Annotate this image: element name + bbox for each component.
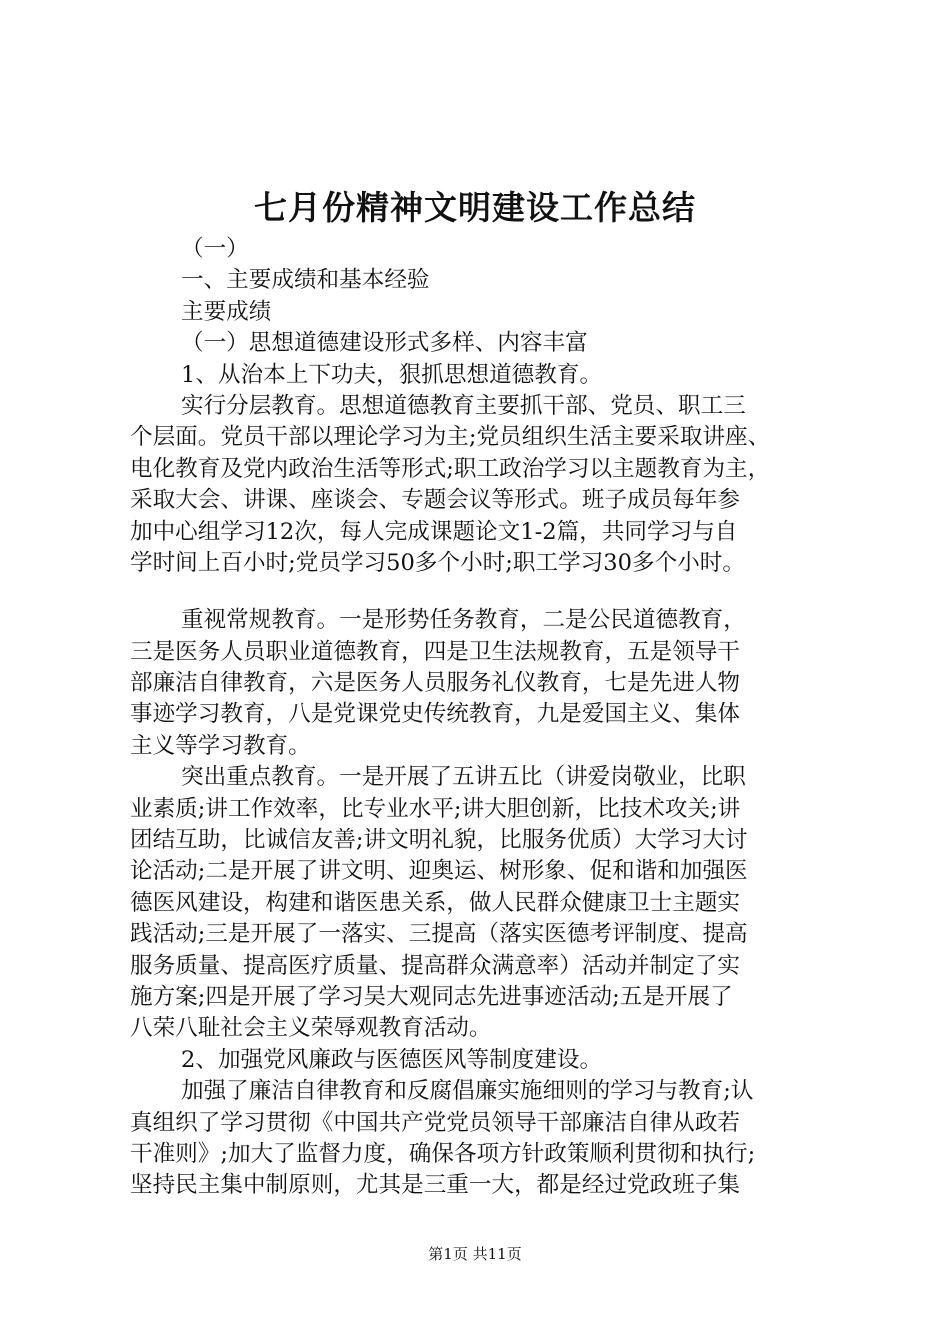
paragraph [130, 360, 820, 391]
text-line: 真组织了学习贯彻《中国共产党党员领导干部廉洁自律从政若 [130, 1109, 741, 1136]
text-line: 三是医务人员职业道德教育，四是卫生法规教育，五是领导干 [130, 638, 741, 665]
text-line: 践活动;三是开展了一落实、三提高（落实医德考评制度、提高 [130, 921, 748, 948]
text-line: 施方案;四是开展了学习吴大观同志先进事迹活动;五是开展了 [130, 983, 733, 1010]
text-line: 主要成绩 [181, 298, 272, 325]
paragraph [130, 762, 820, 1045]
text-line: 个层面。党员干部以理论学习为主;党员组织生活主要采取讲座、 [130, 424, 771, 451]
paragraph [130, 234, 820, 265]
paragraph [130, 391, 820, 579]
text-line: 学时间上百小时;党员学习50多个小时;职工学习30多个小时。 [130, 549, 745, 576]
paragraph [130, 1045, 820, 1076]
text-line: 干准则》;加大了监督力度，确保各项方针政策顺利贯彻和执行; [130, 1140, 756, 1167]
text-line: 一、主要成绩和基本经验 [181, 267, 430, 294]
text-line: 突出重点教育。一是开展了五讲五比（讲爱岗敬业，比职 [181, 764, 746, 791]
text-line: （一） [181, 236, 249, 262]
text-line: 团结互助，比诚信友善;讲文明礼貌，比服务优质）大学习大讨 [130, 827, 748, 854]
text-line: 服务质量、提高医疗质量、提高群众满意率）活动并制定了实 [130, 952, 741, 979]
text-line: 坚持民主集中制原则，尤其是三重一大，都是经过党政班子集 [130, 1172, 741, 1199]
paragraph [130, 328, 820, 359]
paragraph [130, 1076, 820, 1202]
document-title: 七月份精神文明建设工作总结 [254, 188, 696, 227]
text-line: 重视常规教育。一是形势任务教育，二是公民道德教育， [181, 607, 746, 634]
paragraph [130, 265, 820, 296]
text-line: 采取大会、讲课、座谈会、专题会议等形式。班子成员每年参 [130, 487, 741, 514]
text-line: 论活动;二是开展了讲文明、迎奥运、树形象、促和谐和加强医 [130, 858, 748, 885]
text-line: 加强了廉洁自律教育和反腐倡廉实施细则的学习与教育;认 [181, 1078, 754, 1105]
text-line: 业素质;讲工作效率，比专业水平;讲大胆创新，比技术攻关;讲 [130, 795, 741, 822]
document-body [130, 234, 820, 1202]
text-line: 事迹学习教育，八是党课党史传统教育，九是爱国主义、集体 [130, 701, 741, 728]
text-line: 1、从治本上下功夫，狠抓思想道德教育。 [181, 361, 603, 388]
text-line: （一）思想道德建设形式多样、内容丰富 [181, 330, 588, 357]
text-line: 加中心组学习12次，每人完成课题论文1-2篇，共同学习与自 [130, 518, 738, 545]
page-footer: 第1页 共11页 [428, 1245, 522, 1263]
paragraph [130, 605, 820, 762]
text-line: 2、加强党风廉政与医德医风等制度建设。 [181, 1046, 603, 1073]
paragraph-gap [130, 579, 820, 605]
text-line: 部廉洁自律教育，六是医务人员服务礼仪教育，七是先进人物 [130, 670, 741, 697]
text-line: 实行分层教育。思想道德教育主要抓干部、党员、职工三 [181, 392, 746, 419]
text-line: 八荣八耻社会主义荣辱观教育活动。 [130, 1015, 492, 1042]
paragraph [130, 297, 820, 328]
text-line: 德医风建设，构建和谐医患关系，做人民群众健康卫士主题实 [130, 889, 741, 916]
text-line: 主义等学习教育。 [130, 732, 311, 759]
text-line: 电化教育及党内政治生活等形式;职工政治学习以主题教育为主， [130, 455, 771, 482]
